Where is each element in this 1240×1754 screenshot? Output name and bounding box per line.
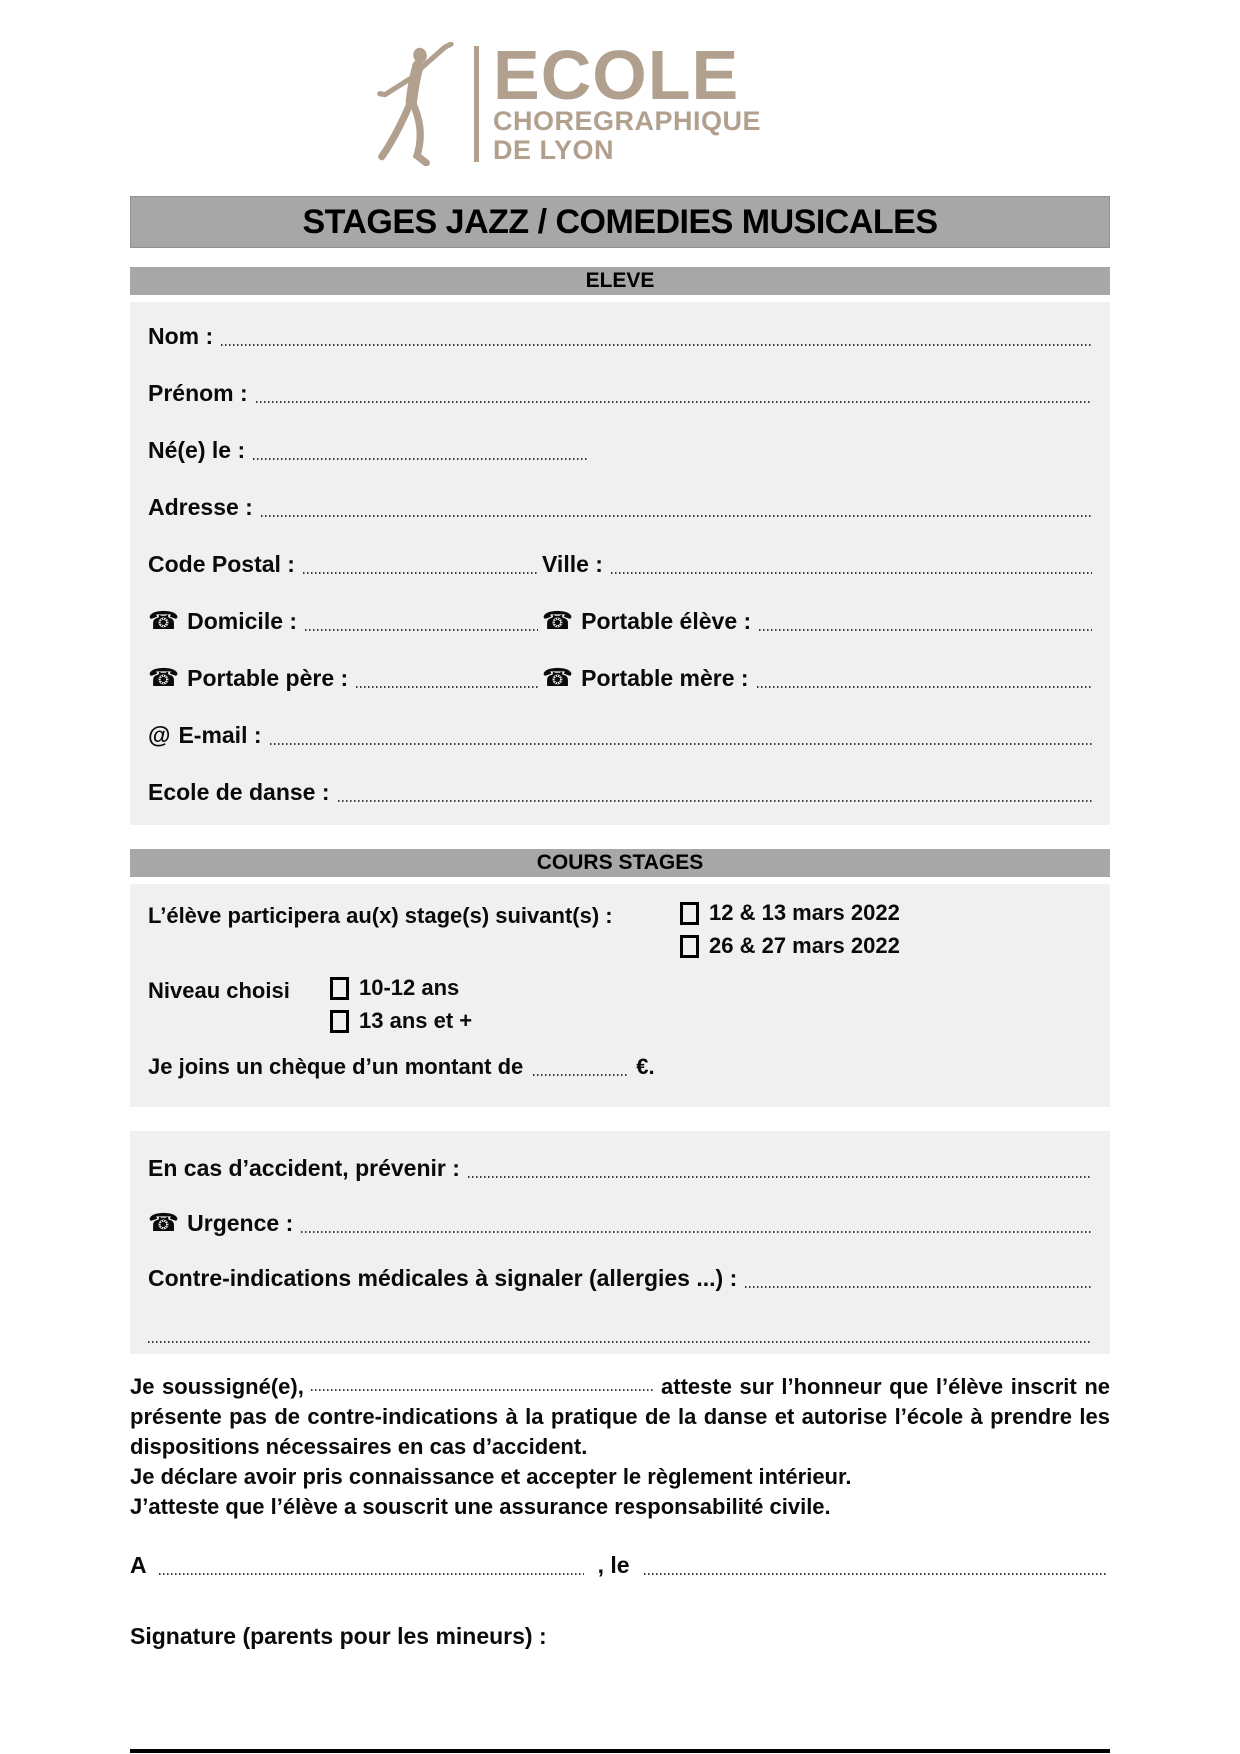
email-label: E-mail : <box>178 722 262 748</box>
form-row-cp-ville <box>148 536 1096 593</box>
phone-icon: ☎ <box>542 664 574 692</box>
form-row-telephones-1 <box>148 593 1096 650</box>
stage-options <box>680 900 900 959</box>
cours-header-label: COURS STAGES <box>536 851 704 874</box>
birthdate-line[interactable] <box>253 458 588 460</box>
code-postal-label: Code Postal : <box>148 551 295 577</box>
urgence-label: Urgence : <box>187 1210 294 1236</box>
form-row-naissance <box>148 422 1096 479</box>
stage-checkbox-2[interactable] <box>680 935 699 958</box>
ecole-danse-line[interactable] <box>338 800 1092 802</box>
contre-indications-row-2 <box>148 1306 1096 1361</box>
form-row-nom <box>148 308 1096 365</box>
eleve-panel <box>130 302 1110 825</box>
school-subtitle-2: DE LYON <box>493 135 615 165</box>
adresse-line[interactable] <box>261 515 1092 517</box>
stage-option-1 <box>680 900 900 926</box>
lieu-date-row <box>130 1552 1110 1579</box>
portable-pere-label: Portable père : <box>187 665 349 691</box>
niveau-checkbox-1[interactable] <box>330 977 349 1000</box>
ville-line[interactable] <box>611 572 1092 574</box>
attestation-prefix: Je soussigné(e), <box>130 1374 304 1399</box>
phone-icon: ☎ <box>148 664 180 692</box>
date-line[interactable] <box>644 1573 1106 1575</box>
soussigne-line[interactable] <box>311 1389 653 1391</box>
domicile-line[interactable] <box>305 629 538 631</box>
birthdate-label: Né(e) le : <box>148 437 246 463</box>
form-row-telephones-2 <box>148 650 1096 707</box>
niveau-option-2 <box>330 1008 472 1034</box>
urgence-panel <box>130 1131 1110 1354</box>
prenom-line[interactable] <box>256 401 1092 403</box>
form-title: STAGES JAZZ / COMEDIES MUSICALES <box>302 202 938 241</box>
form-title-banner <box>130 196 1110 248</box>
school-logo <box>368 36 762 168</box>
logo-text <box>493 36 762 165</box>
eleve-header-label: ELEVE <box>585 269 655 292</box>
cheque-suffix-label: €. <box>636 1054 655 1079</box>
form-row-email <box>148 707 1096 764</box>
at-icon: @ <box>148 722 171 748</box>
portable-mere-line[interactable] <box>757 686 1092 688</box>
portable-mere-label: Portable mère : <box>581 665 749 691</box>
email-line[interactable] <box>270 743 1092 745</box>
code-postal-line[interactable] <box>303 572 538 574</box>
dancer-silhouette-icon <box>368 42 468 166</box>
form-row-prenom <box>148 365 1096 422</box>
stage-option-2-label: 26 & 27 mars 2022 <box>709 933 900 958</box>
nom-label: Nom : <box>148 323 214 349</box>
niveau-option-1 <box>330 975 472 1001</box>
lieu-label: A <box>130 1552 147 1578</box>
reglement-line: Je déclare avoir pris connaissance et accepter le règlement intérieur. <box>130 1464 852 1489</box>
accident-line[interactable] <box>468 1176 1092 1178</box>
attestation-paragraph <box>130 1372 1110 1462</box>
accident-row <box>148 1141 1096 1196</box>
signature-label: Signature (parents pour les mineurs) : <box>130 1623 547 1649</box>
niveau-options <box>330 975 472 1034</box>
phone-icon: ☎ <box>542 607 574 635</box>
assurance-line: J’atteste que l’élève a souscrit une assurance responsabilité civile. <box>130 1494 831 1519</box>
montant-line[interactable] <box>533 1074 628 1076</box>
stage-option-2 <box>680 933 900 959</box>
phone-icon: ☎ <box>148 607 180 635</box>
ecole-danse-label: Ecole de danse : <box>148 779 330 805</box>
adresse-label: Adresse : <box>148 494 253 520</box>
cours-panel <box>130 884 1110 1107</box>
portable-pere-group <box>148 665 542 692</box>
logo-divider <box>474 46 479 162</box>
portable-eleve-line[interactable] <box>759 629 1092 631</box>
form-row-adresse <box>148 479 1096 536</box>
contre-indications-label: Contre-indications médicales à signaler (allergies ...) : <box>148 1265 738 1291</box>
prenom-label: Prénom : <box>148 380 248 406</box>
niveau-choice-row <box>148 975 1096 1034</box>
section-header-eleve <box>130 267 1110 295</box>
cheque-prefix-label: Je joins un chèque d’un montant de <box>148 1054 524 1079</box>
domicile-group <box>148 608 542 635</box>
school-name: ECOLE <box>493 36 740 114</box>
phone-icon: ☎ <box>148 1209 180 1237</box>
niveau-checkbox-2[interactable] <box>330 1010 349 1033</box>
domicile-label: Domicile : <box>187 608 298 634</box>
stage-option-1-label: 12 & 13 mars 2022 <box>709 900 900 925</box>
niveau-option-1-label: 10-12 ans <box>359 975 460 1000</box>
niveau-option-2-label: 13 ans et + <box>359 1008 473 1033</box>
niveau-label: Niveau choisi <box>148 978 290 1003</box>
school-subtitle-1: CHOREGRAPHIQUE <box>493 106 762 136</box>
clipped-next-section-bar <box>130 1749 1110 1753</box>
stage-checkbox-1[interactable] <box>680 902 699 925</box>
stage-intro-label: L’élève participera au(x) stage(s) suivant(s) : <box>148 903 613 928</box>
attestation-body: atteste sur l’honneur que l’élève inscrit ne présente pas de contre-indications à la pratique de la danse et autorise l’école à prendre les dispositions nécessaires en cas d’accident. <box>130 1374 1110 1459</box>
section-header-cours-stages <box>130 849 1110 877</box>
lieu-line[interactable] <box>159 1573 584 1575</box>
nom-line[interactable] <box>221 344 1092 346</box>
form-row-ecole-danse <box>148 764 1096 821</box>
contre-indications-row <box>148 1251 1096 1306</box>
stage-choice-row <box>148 900 1096 959</box>
ville-label: Ville : <box>542 551 603 577</box>
contre-indications-line-2[interactable] <box>148 1341 1092 1343</box>
urgence-row <box>148 1196 1096 1251</box>
date-label: , le <box>597 1552 630 1578</box>
contre-indications-line[interactable] <box>745 1286 1092 1288</box>
accident-label: En cas d’accident, prévenir : <box>148 1155 460 1181</box>
code-postal-group <box>148 551 542 578</box>
cheque-row <box>148 1054 1096 1080</box>
portable-eleve-label: Portable élève : <box>581 608 752 634</box>
portable-pere-line[interactable] <box>356 686 538 688</box>
urgence-line[interactable] <box>301 1231 1092 1233</box>
